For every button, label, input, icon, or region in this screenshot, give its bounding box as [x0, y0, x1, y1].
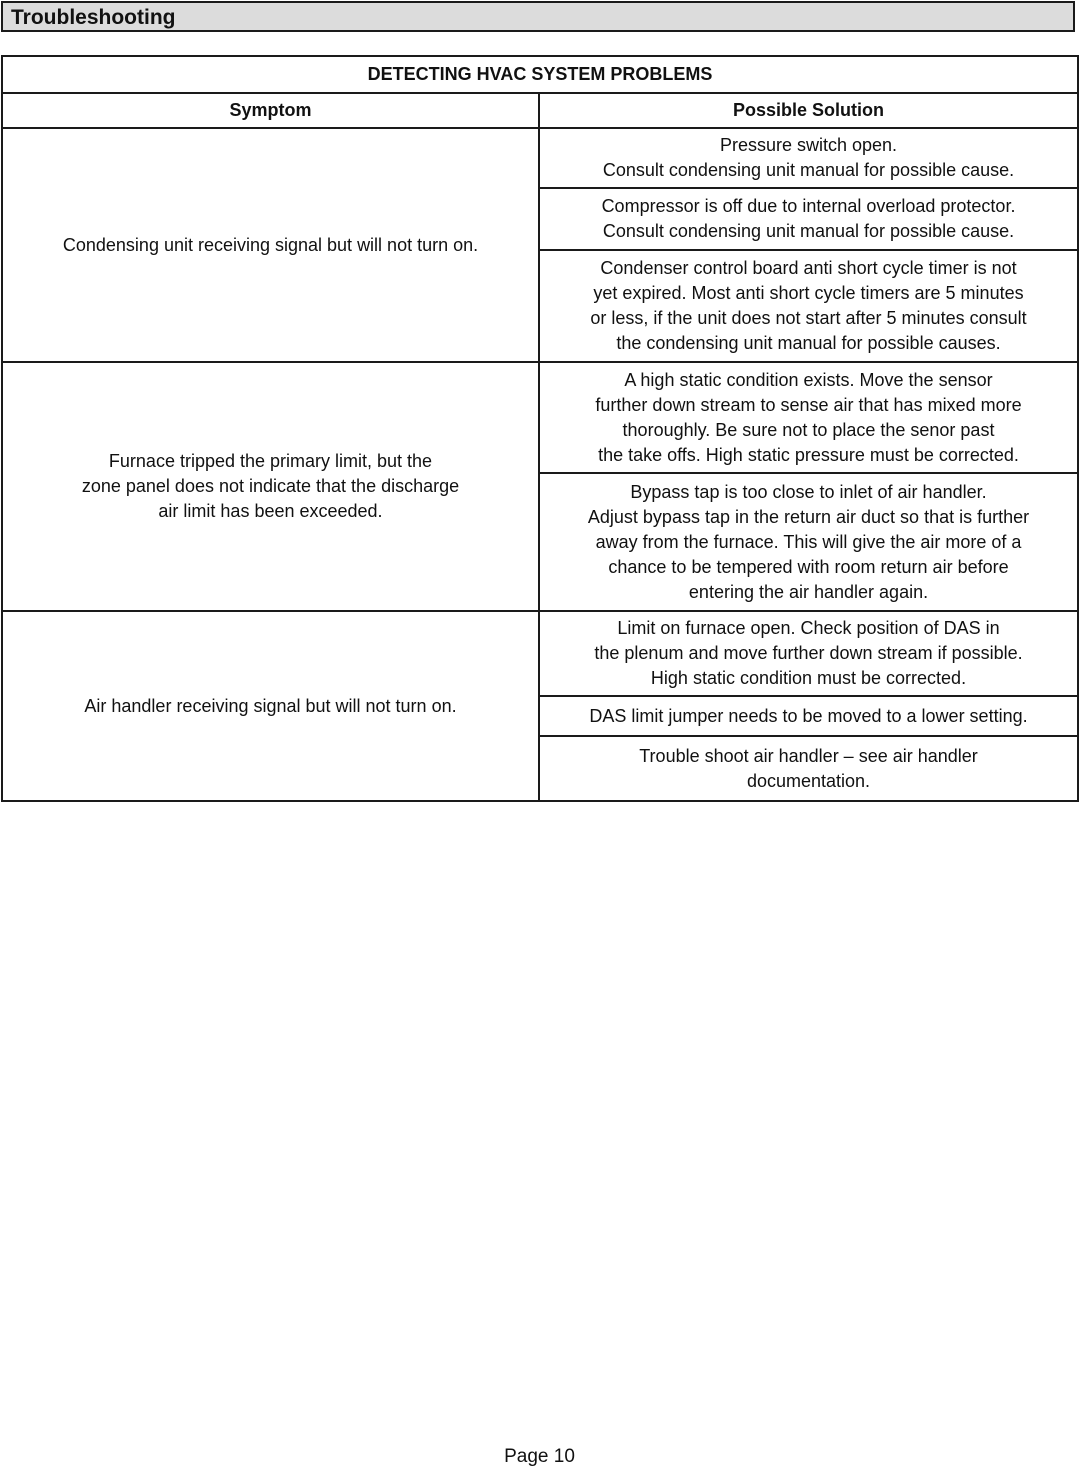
solution-line: yet expired. Most anti short cycle timers are 5 minutes [593, 283, 1024, 303]
section-header [1, 1, 1075, 32]
section-title: Troubleshooting [11, 6, 176, 29]
solution-line: chance to be tempered with room return air before [608, 556, 1009, 577]
solution-line: High static condition must be corrected. [650, 668, 967, 688]
solution-column-header: Possible Solution [539, 93, 1078, 128]
symptom-cell [2, 128, 539, 362]
solution-line: further down stream to sense air that has mixed more [595, 394, 1022, 415]
solution-cell [539, 473, 1078, 611]
solution-cell [539, 736, 1078, 801]
solution-line: Limit on furnace open. Check position of DAS in [617, 618, 1000, 638]
table-row [2, 611, 1078, 696]
symptom-column-header: Symptom [2, 93, 539, 128]
symptom-line: Condensing unit receiving signal but will not turn on. [62, 234, 479, 255]
solution-cell [539, 362, 1078, 473]
solution-line: Adjust bypass tap in the return air duct so that is further [587, 506, 1030, 527]
solution-cell [539, 696, 1078, 736]
solution-line: thoroughly. Be sure not to place the senor past [622, 419, 995, 440]
solution-cell [539, 128, 1078, 188]
solution-line: Consult condensing unit manual for possible cause. [602, 160, 1015, 180]
symptom-line: zone panel does not indicate that the discharge [81, 476, 460, 496]
solution-cell [539, 250, 1078, 362]
table-row [2, 362, 1078, 473]
solution-line: A high static condition exists. Move the sensor [624, 369, 993, 390]
solution-line: Pressure switch open. [719, 135, 898, 155]
table-row [2, 128, 1078, 188]
solution-line: Compressor is off due to internal overload protector. [601, 196, 1016, 216]
solution-line: the plenum and move further down stream if possible. [594, 643, 1023, 663]
solution-line: Consult condensing unit manual for possible cause. [602, 221, 1015, 241]
symptom-line: air limit has been exceeded. [158, 501, 383, 521]
table-title: DETECTING HVAC SYSTEM PROBLEMS [2, 56, 1078, 93]
symptom-line: Furnace tripped the primary limit, but the [108, 451, 433, 471]
solution-cell [539, 188, 1078, 250]
solution-line: or less, if the unit does not start after 5 minutes consult [590, 308, 1027, 328]
solution-line: the condensing unit manual for possible causes. [616, 333, 1001, 353]
page-number: Page 10 [504, 1446, 575, 1467]
solution-line: documentation. [746, 770, 871, 791]
troubleshooting-table [1, 55, 1079, 802]
solution-cell [539, 611, 1078, 696]
solution-line: Condenser control board anti short cycle timer is not [600, 258, 1017, 278]
symptom-cell [2, 362, 539, 611]
solution-line: the take offs. High static pressure must be corrected. [598, 444, 1019, 465]
symptom-line: Air handler receiving signal but will not turn on. [84, 695, 457, 716]
solution-line: DAS limit jumper needs to be moved to a lower setting. [589, 705, 1028, 726]
symptom-cell [2, 611, 539, 801]
solution-line: Trouble shoot air handler – see air handler [639, 745, 978, 766]
solution-line: Bypass tap is too close to inlet of air handler. [630, 481, 987, 502]
solution-line: away from the furnace. This will give the air more of a [595, 531, 1022, 552]
solution-line: entering the air handler again. [688, 581, 929, 602]
